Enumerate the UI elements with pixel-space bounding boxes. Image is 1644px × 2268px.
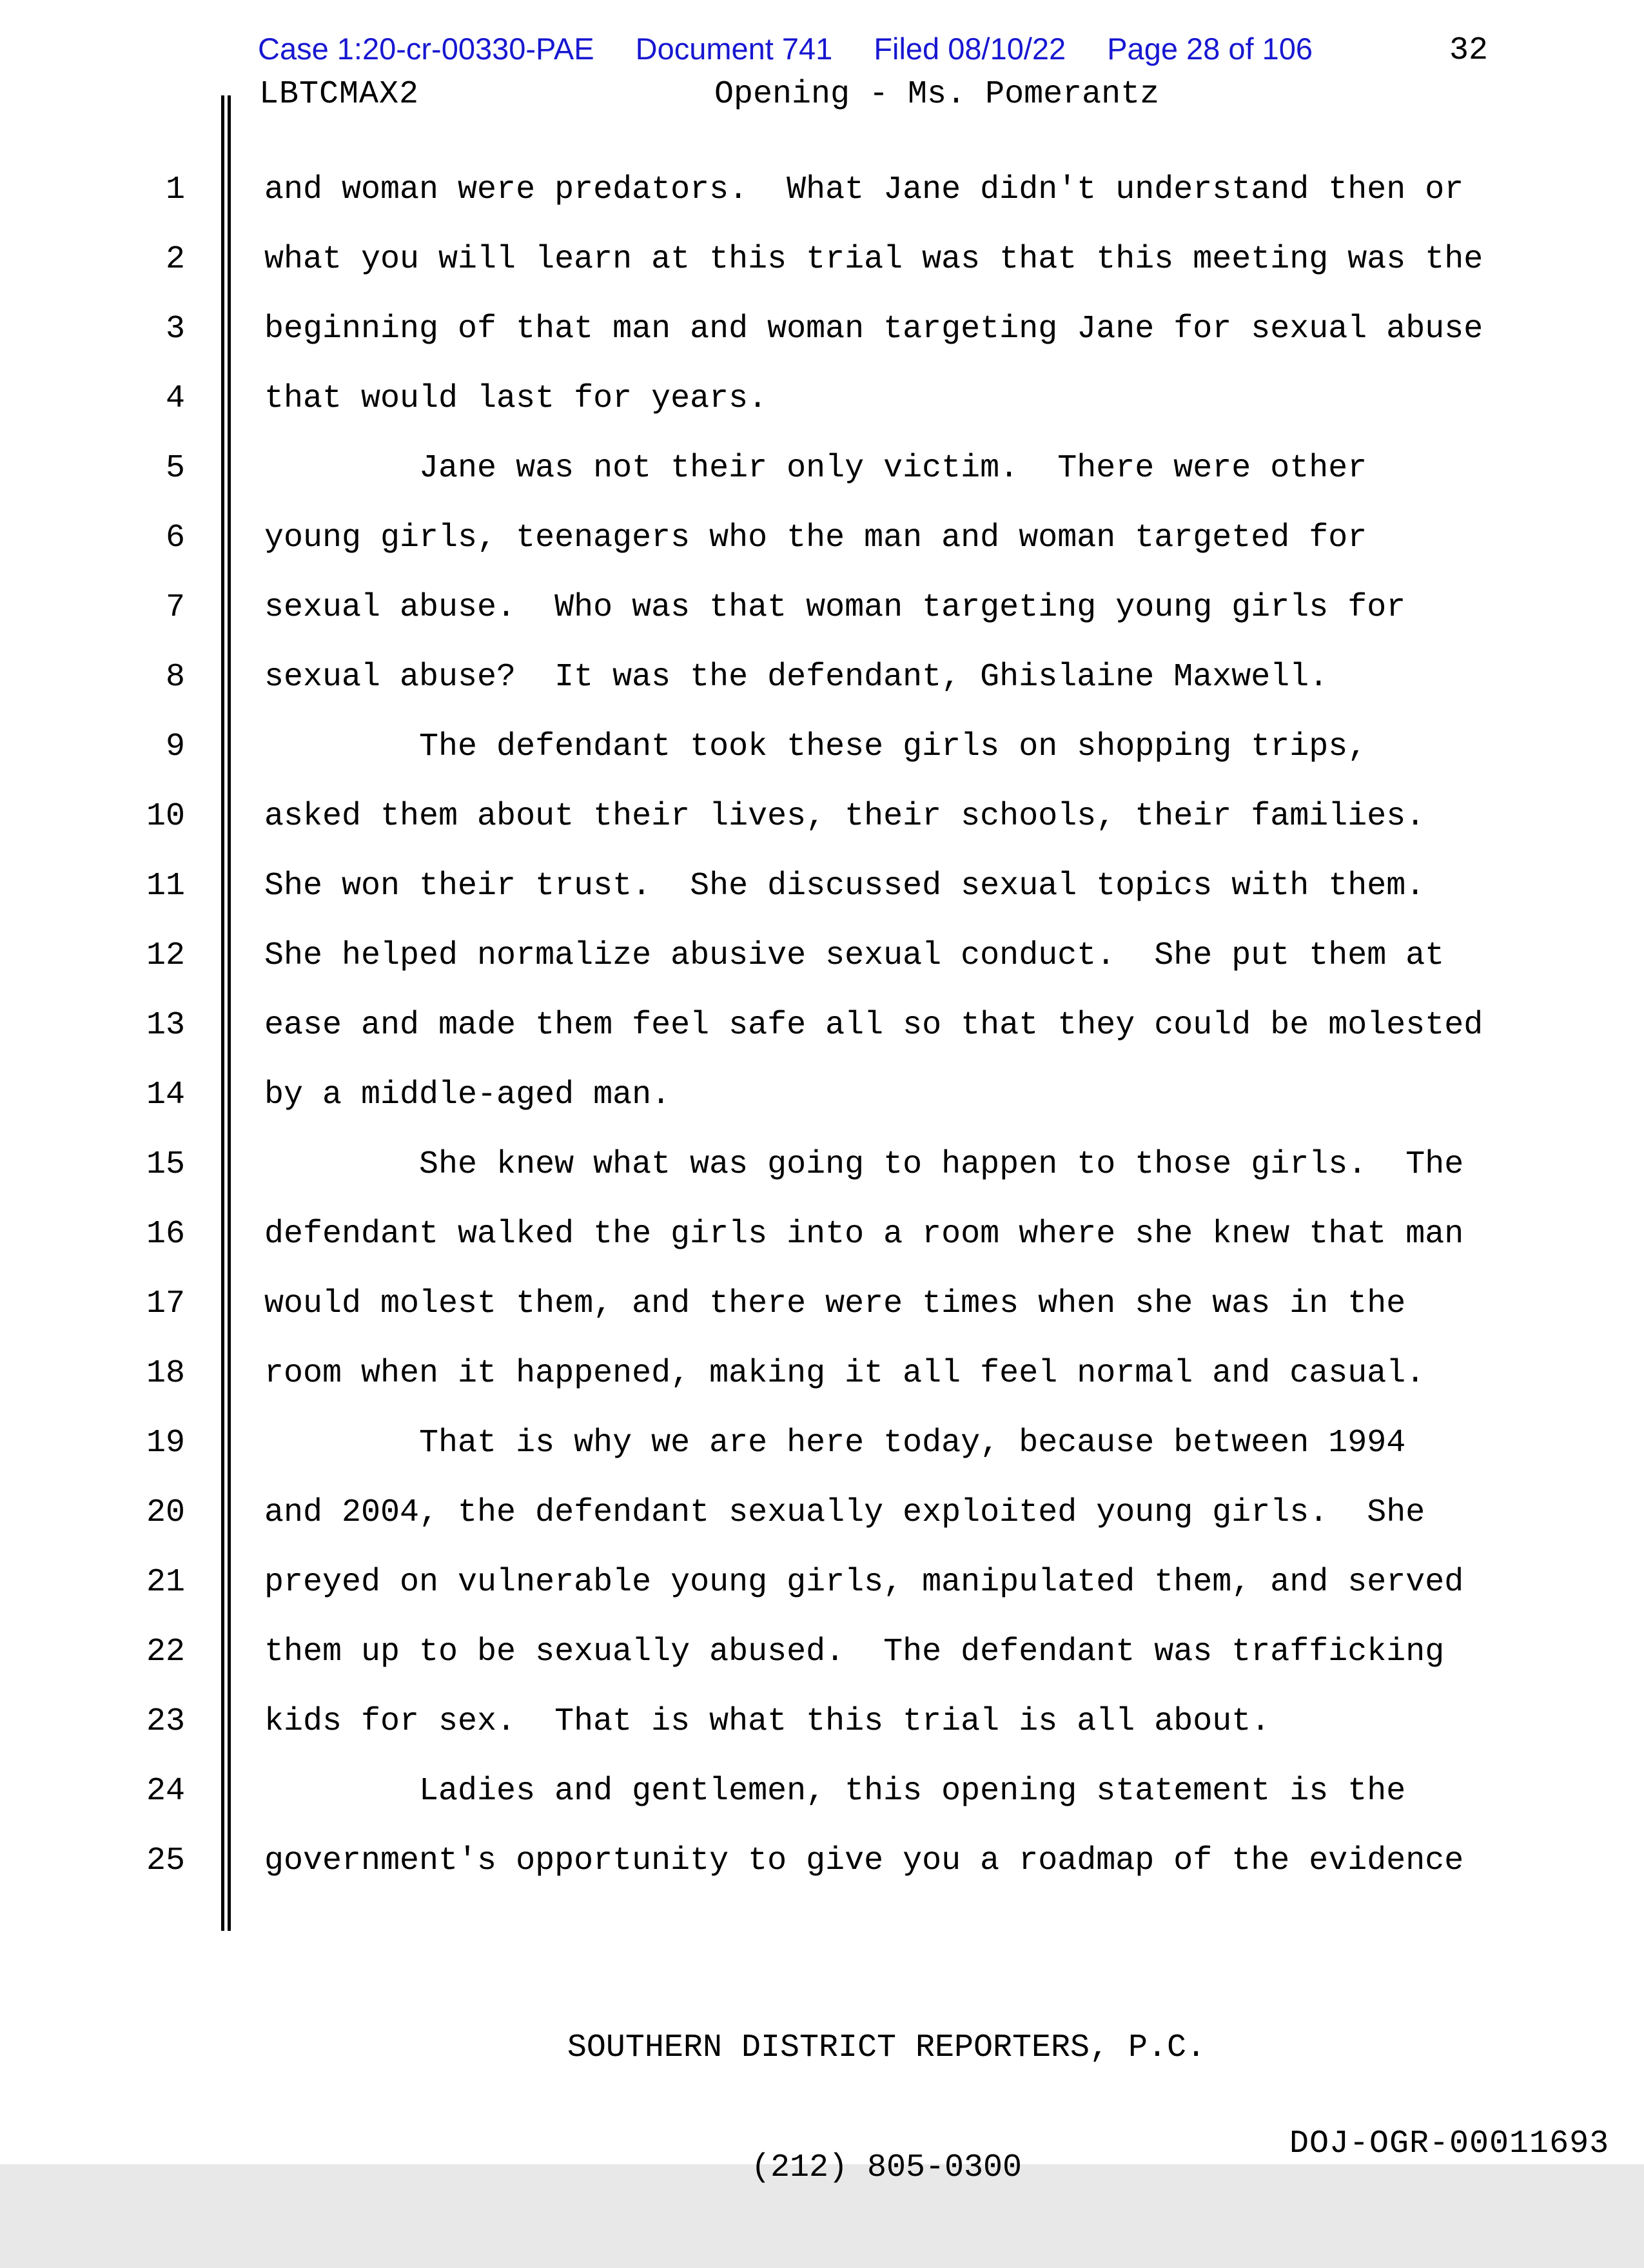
line-number: 20 bbox=[146, 1494, 185, 1531]
transcript-line bbox=[0, 782, 1644, 852]
case-number: Case 1:20-cr-00330-PAE bbox=[258, 32, 594, 66]
case-stamp bbox=[258, 31, 1313, 66]
line-number: 17 bbox=[146, 1286, 185, 1322]
document-number: Document 741 bbox=[635, 32, 833, 66]
transcript-line bbox=[0, 503, 1644, 573]
line-text: that would last for years. bbox=[264, 380, 768, 417]
line-text: beginning of that man and woman targeting Jane for sexual abuse bbox=[264, 311, 1483, 347]
line-number: 21 bbox=[146, 1564, 185, 1601]
line-text: room when it happened, making it all feel normal and casual. bbox=[264, 1355, 1425, 1392]
line-text: and 2004, the defendant sexually exploited young girls. She bbox=[264, 1494, 1425, 1531]
transcript-line bbox=[0, 1548, 1644, 1618]
line-text: That is why we are here today, because between 1994 bbox=[264, 1425, 1406, 1461]
line-text: sexual abuse. Who was that woman targeting young girls for bbox=[264, 589, 1406, 626]
line-number: 19 bbox=[146, 1425, 185, 1461]
bates-number: DOJ-OGR-00011693 bbox=[1289, 2126, 1610, 2162]
line-number: 25 bbox=[146, 1843, 185, 1879]
line-text: kids for sex. That is what this trial is all about. bbox=[264, 1703, 1271, 1740]
line-number: 24 bbox=[146, 1773, 185, 1810]
transcript-line bbox=[0, 155, 1644, 225]
line-text: by a middle-aged man. bbox=[264, 1077, 671, 1113]
line-text: sexual abuse? It was the defendant, Ghislaine Maxwell. bbox=[264, 659, 1329, 696]
transcript-line bbox=[0, 364, 1644, 434]
transcript-line bbox=[0, 1687, 1644, 1757]
line-text: The defendant took these girls on shopping trips, bbox=[264, 728, 1367, 765]
transcript-body bbox=[0, 155, 1644, 1896]
line-text: She won their trust. She discussed sexual topics with them. bbox=[264, 868, 1425, 904]
line-text: preyed on vulnerable young girls, manipulated them, and served bbox=[264, 1564, 1464, 1601]
line-text: and woman were predators. What Jane didn't understand then or bbox=[264, 171, 1464, 208]
transcript-line bbox=[0, 1618, 1644, 1687]
transcript-line bbox=[0, 1757, 1644, 1826]
proceeding-title: Opening - Ms. Pomerantz bbox=[714, 76, 1160, 113]
line-text: ease and made them feel safe all so that they could be molested bbox=[264, 1007, 1483, 1044]
line-text: would molest them, and there were times when she was in the bbox=[264, 1286, 1406, 1322]
transcript-line bbox=[0, 225, 1644, 295]
transcript-line bbox=[0, 1478, 1644, 1548]
line-number: 7 bbox=[165, 589, 185, 626]
transcript-line bbox=[0, 1339, 1644, 1409]
transcript-line bbox=[0, 573, 1644, 643]
transcript-line bbox=[0, 1409, 1644, 1478]
transcript-line bbox=[0, 1061, 1644, 1130]
transcript-line bbox=[0, 434, 1644, 503]
line-number: 9 bbox=[165, 728, 185, 765]
line-number: 15 bbox=[146, 1146, 185, 1183]
line-text: Ladies and gentlemen, this opening statement is the bbox=[264, 1773, 1406, 1810]
transcript-line bbox=[0, 1130, 1644, 1200]
transcript-line bbox=[0, 1269, 1644, 1339]
line-text: She helped normalize abusive sexual conduct. She put them at bbox=[264, 937, 1445, 974]
line-number: 14 bbox=[146, 1077, 185, 1113]
line-number: 12 bbox=[146, 937, 185, 974]
line-number: 4 bbox=[165, 380, 185, 417]
line-text: She knew what was going to happen to those girls. The bbox=[264, 1146, 1464, 1183]
line-number: 6 bbox=[165, 520, 185, 556]
transcript-line bbox=[0, 643, 1644, 712]
line-number: 3 bbox=[165, 311, 185, 347]
session-code: LBTCMAX2 bbox=[259, 76, 420, 113]
transcript-line bbox=[0, 1200, 1644, 1269]
transcript-line bbox=[0, 712, 1644, 782]
line-number: 5 bbox=[165, 450, 185, 487]
line-number: 16 bbox=[146, 1216, 185, 1253]
transcript-line bbox=[0, 1826, 1644, 1896]
line-number: 11 bbox=[146, 868, 185, 904]
line-number: 23 bbox=[146, 1703, 185, 1740]
line-number: 1 bbox=[165, 171, 185, 208]
line-number: 2 bbox=[165, 241, 185, 278]
line-number: 8 bbox=[165, 659, 185, 696]
line-number: 10 bbox=[146, 798, 185, 835]
line-text: young girls, teenagers who the man and woman targeted for bbox=[264, 520, 1367, 556]
line-number: 13 bbox=[146, 1007, 185, 1044]
reporter-name: SOUTHERN DISTRICT REPORTERS, P.C. bbox=[567, 2029, 1206, 2066]
line-text: asked them about their lives, their schools, their families. bbox=[264, 798, 1425, 835]
reporter-footer bbox=[264, 1948, 1509, 2268]
line-text: what you will learn at this trial was that this meeting was the bbox=[264, 241, 1483, 278]
transcript-line bbox=[0, 921, 1644, 991]
transcript-line bbox=[0, 991, 1644, 1061]
line-text: Jane was not their only victim. There were other bbox=[264, 450, 1367, 487]
transcript-line bbox=[0, 852, 1644, 921]
page-of: Page 28 of 106 bbox=[1107, 32, 1313, 66]
line-text: defendant walked the girls into a room where she knew that man bbox=[264, 1216, 1464, 1253]
line-text: them up to be sexually abused. The defendant was trafficking bbox=[264, 1634, 1445, 1670]
line-number: 22 bbox=[146, 1634, 185, 1670]
line-text: government's opportunity to give you a roadmap of the evidence bbox=[264, 1843, 1464, 1879]
transcript-page-number: 32 bbox=[1449, 32, 1489, 69]
reporter-phone: (212) 805-0300 bbox=[750, 2149, 1023, 2186]
filed-date: Filed 08/10/22 bbox=[874, 32, 1066, 66]
line-number: 18 bbox=[146, 1355, 185, 1392]
transcript-line bbox=[0, 295, 1644, 364]
